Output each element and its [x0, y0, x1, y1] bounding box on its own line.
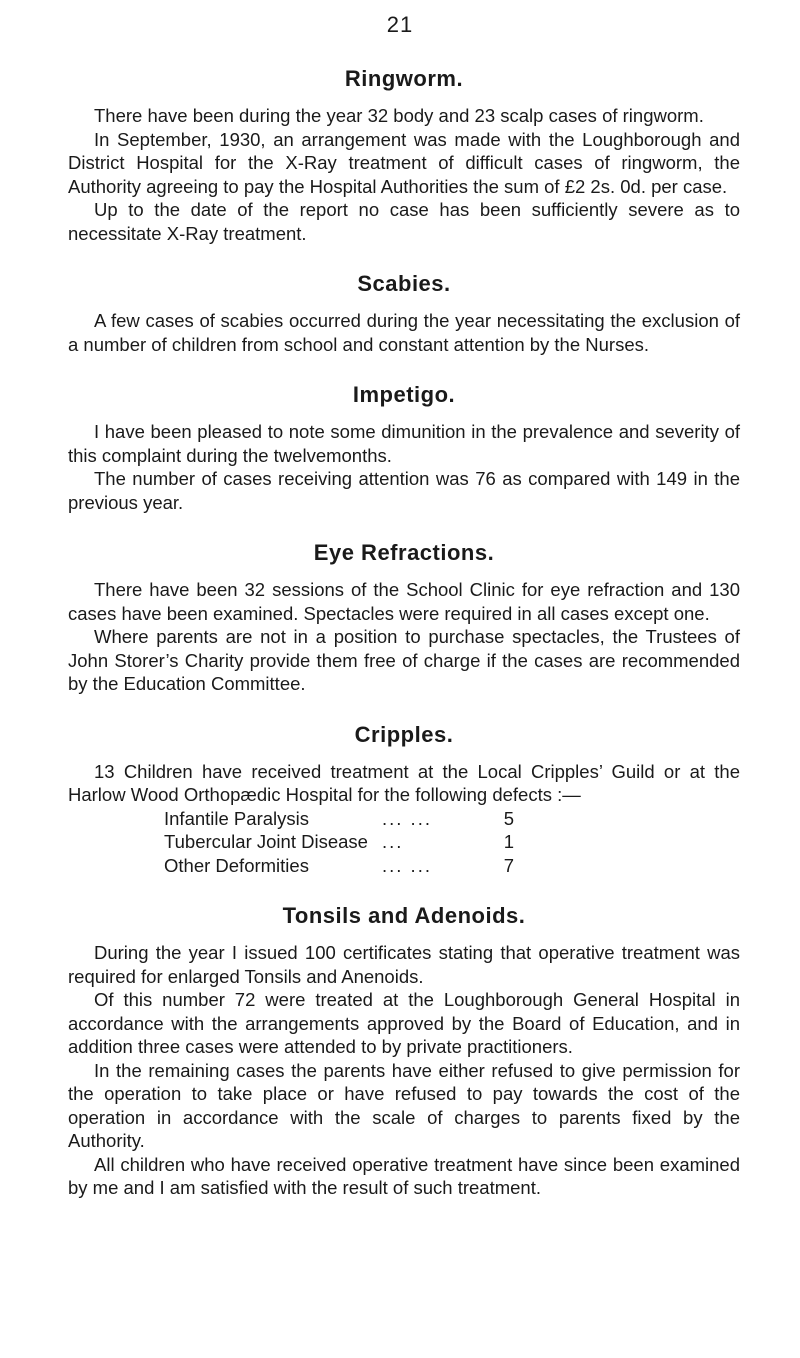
page-number: 21 [386, 12, 414, 37]
defect-count: 5 [503, 807, 514, 829]
paragraph: 13 Children have received treatment at the Local Cripples’ Guild or at the Harlow Wood Orthopædic Hospital for the following defects :— [68, 760, 740, 805]
paragraph: All children who have received operative treatment have since been examined by me and I am satisfied with the result of such treatment. [68, 1153, 740, 1198]
paragraph: The number of cases receiving attention was 76 as compared with 149 in the previous year. [68, 468, 740, 513]
section-heading: Tonsils and Adenoids. [282, 903, 526, 928]
defect-name: Other Deformities [164, 854, 309, 876]
paragraph: I have been pleased to note some dimunition in the prevalence and severity of this complaint during the twelvemonths. [68, 421, 740, 466]
paragraph: Up to the date of the report no case has been sufficiently severe as to necessitate X-Ray treatment. [68, 199, 740, 244]
defect-row [164, 807, 524, 831]
section-heading: Impetigo. [352, 382, 456, 407]
paragraph: A few cases of scabies occurred during the year necessitating the exclusion of a number of children from school and constant attention by the Nurses. [68, 310, 740, 355]
defect-count: 7 [503, 854, 514, 876]
section-eye-refractions [68, 538, 740, 696]
paragraph: Where parents are not in a position to purchase spectacles, the Trustees of John Storer’s Charity provide them free of charge if the cases are recommended by the Education Committee. [68, 626, 740, 694]
section-heading: Ringworm. [344, 66, 464, 91]
paragraph: There have been 32 sessions of the School Clinic for eye refraction and 130 cases have been examined. Spectacles were required in all cases except one. [68, 579, 740, 624]
dot-leader: ... [382, 831, 404, 852]
defects-list [164, 807, 740, 878]
defect-name: Tubercular Joint Disease [164, 831, 368, 852]
section-impetigo [68, 380, 740, 514]
section-heading: Cripples. [354, 721, 454, 747]
dot-leader: ... ... [382, 807, 432, 829]
page-body [68, 64, 740, 1224]
defect-row [164, 854, 524, 878]
section-heading: Scabies. [357, 271, 451, 296]
paragraph: Of this number 72 were treated at the Loughborough General Hospital in accordance with the arrangements approved by the Board of Education, and in addition three cases were attended to by private practitioners. [68, 989, 740, 1057]
defect-name: Infantile Paralysis [164, 807, 309, 829]
section-scabies [68, 269, 740, 356]
defect-count: 1 [503, 831, 514, 852]
paragraph: In September, 1930, an arrangement was made with the Loughborough and District Hospital for the X-Ray treatment of difficult cases of ringworm, the Authority agreeing to pay the Hospital Authorities the sum of £2 2s. 0d. per case. [68, 128, 740, 197]
defect-row [164, 830, 524, 854]
paragraph: There have been during the year 32 body and 23 scalp cases of ringworm. [94, 105, 704, 126]
dot-leader: ... ... [382, 854, 432, 876]
paragraph: During the year I issued 100 certificates stating that operative treatment was required for enlarged Tonsils and Anenoids. [68, 942, 740, 987]
paragraph: In the remaining cases the parents have either refused to give permission for the operation to take place or have refused to pay towards the cost of the operation in accordance with the scale of charges to parents fixed by the Authority. [68, 1059, 740, 1151]
section-heading: Eye Refractions. [313, 540, 495, 565]
section-cripples [68, 720, 740, 878]
section-tonsils-adenoids [68, 901, 740, 1200]
section-ringworm [68, 64, 740, 245]
